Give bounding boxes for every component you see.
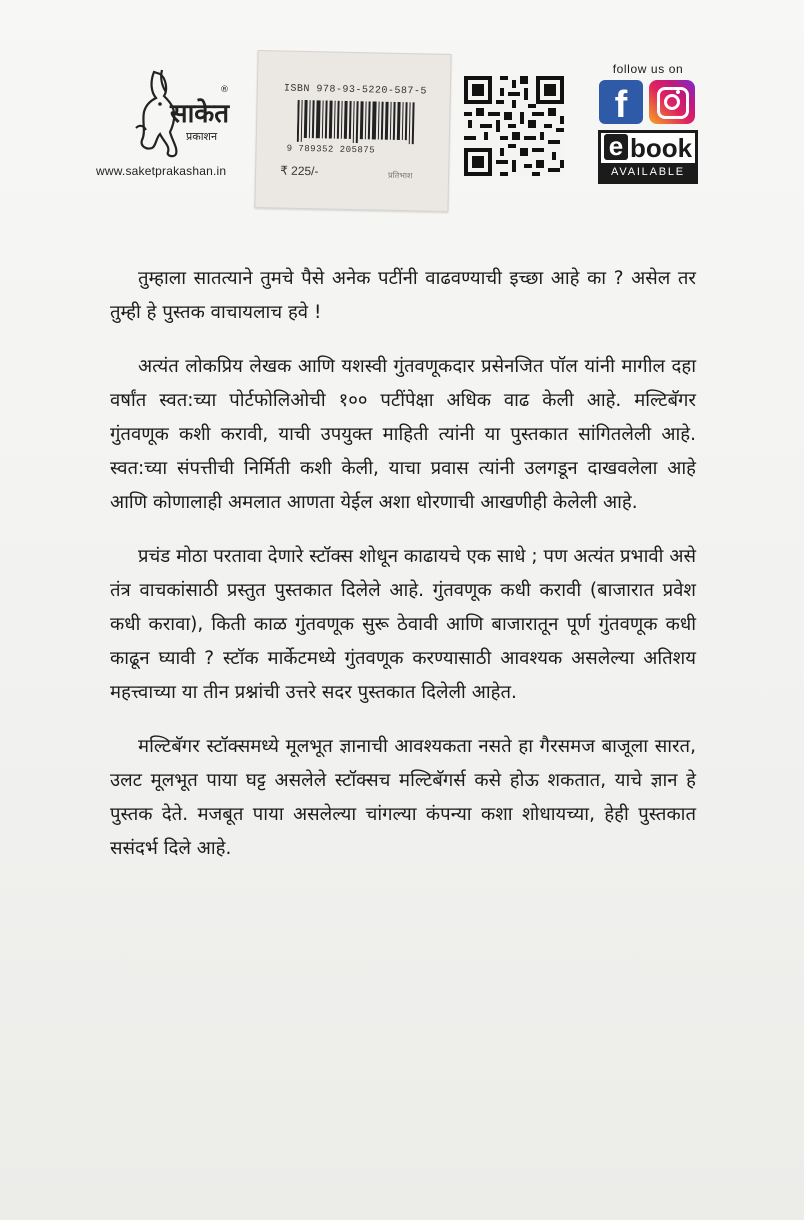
price-label: ₹ 225/- xyxy=(280,163,319,179)
ebook-word: book xyxy=(630,133,693,163)
publisher-logo[interactable] xyxy=(96,68,256,184)
blurb-paragraph-3: प्रचंड मोठा परतावा देणारे स्टॉक्स शोधून काढायचे एक साधे ; पण अत्यंत प्रभावी असे तंत्र वाचकांसाठी प्रस्तुत पुस्तकात दिलेले आहे. गुंतवणूक कधी करावी (बाजारात प्रवेश कधी करावा), किती काळ गुंतवणूक सुरू ठेवावी आणि बाजारातून पूर्ण गुंतवणूक कधी काढून घ्यावी ? स्टॉक मार्केटमध्ये गुंतवणूक करण्यासाठी आवश्यक असलेल्या अतिशय महत्त्वाच्या या तीन प्रश्नांची उत्तरे सदर पुस्तकात दिलेली आहेत. xyxy=(110,546,696,703)
svg-text:®: ® xyxy=(220,85,229,95)
blurb-paragraph-2: अत्यंत लोकप्रिय लेखक आणि यशस्वी गुंतवणूकदार प्रसेनजित पॉल यांनी मागील दहा वर्षांत स्वत:च्या पोर्टफोलिओची १०० पटींपेक्षा अधिक वाढ केली आहे. मल्टिबॅगर गुंतवणूक कशी करावी, याची उपयुक्त माहिती त्यांनी या पुस्तकात सांगितलेली आहे. स्वत:च्या संपत्तीची निर्मिती कशी केली, याचा प्रवास त्यांनी उलगडून दाखवलेला आहे आणि कोणालाही अमलात आणता येईल अशा धोरणाची आखणीही केलेली आहे. xyxy=(110,356,696,513)
logo-wordmark: साकेत xyxy=(170,99,230,129)
ebook-available-label: AVAILABLE xyxy=(611,166,685,178)
stamp-mark: प्रतिभाश xyxy=(387,170,413,181)
blurb-paragraph-1: तुम्हाला सातत्याने तुमचे पैसे अनेक पटींनी वाढवण्याची इच्छा आहे का ? असेल तर तुम्ही हे पुस्तक वाचायलाच हवे ! xyxy=(110,268,696,323)
ebook-e-icon: e xyxy=(604,134,628,160)
barcode-icon xyxy=(297,100,418,145)
social-links xyxy=(598,62,698,184)
book-blurb xyxy=(110,262,696,886)
follow-us-label: follow us on xyxy=(612,62,684,76)
ebook-available-badge[interactable] xyxy=(598,130,698,184)
isbn-digits: 9 789352 205875 xyxy=(286,143,376,156)
isbn-label: ISBN 978-93-5220-587-5 xyxy=(283,83,427,98)
rabbit-logo-icon xyxy=(116,68,236,160)
isbn-price-sticker xyxy=(254,50,451,212)
facebook-icon[interactable]: f xyxy=(599,80,643,124)
blurb-paragraph-4: मल्टिबॅगर स्टॉक्समध्ये मूलभूत ज्ञानाची आवश्यकता नसते हा गैरसमज बाजूला सारत, उलट मूलभूत पाया घट्ट असलेले स्टॉक्सच मल्टिबॅगर्स कसे होऊ शकतात, याचे ज्ञान हे पुस्तक देते. मजबूत पाया असलेल्या चांगल्या कंपन्या कशा शोधायच्या, हेही पुस्तकात ससंदर्भ दिले आहे. xyxy=(110,736,696,859)
logo-subtext: प्रकाशन xyxy=(186,130,218,143)
instagram-icon[interactable] xyxy=(649,80,695,124)
qr-code-icon[interactable] xyxy=(464,76,564,176)
publisher-website[interactable]: www.saketprakashan.in xyxy=(96,164,227,178)
